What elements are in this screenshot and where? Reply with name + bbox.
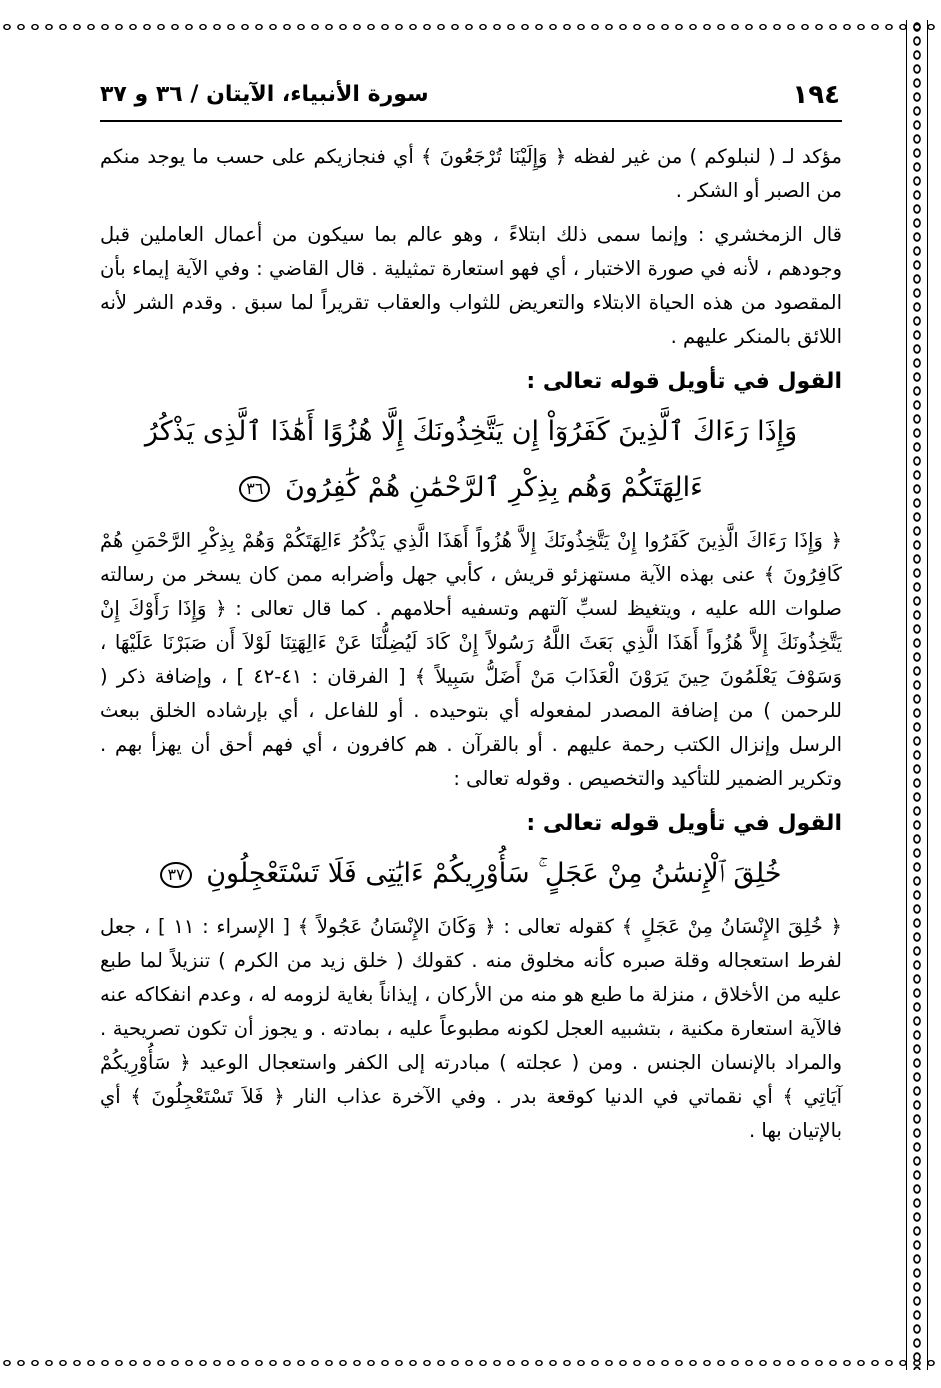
border-rule-inner	[906, 20, 907, 1370]
quran-verse-37	[100, 846, 842, 902]
page-body	[100, 140, 842, 1158]
running-title: سورة الأنبياء، الآيتان / ٣٦ و ٣٧	[100, 82, 429, 107]
decorative-border-bottom	[0, 1356, 941, 1370]
page-number: ١٩٤	[792, 80, 840, 110]
paragraph-2: قال الزمخشري : وإنما سمى ذلك ابتلاءً ، وهو عالم بما سيكون من أعمال العاملين قبل وجودهم ، لأنه في صورة الاختبار ، أي فهو استعارة تمثيلية . قال القاضي : وفي الآية إيماء بأن المقصود من هذه الحياة الابتلاء والتعريض للثواب والعقاب تقريراً لما سبق . وقدم الشر لأنه اللائق بالمنكر عليهم .	[100, 223, 842, 348]
header-rule	[100, 120, 842, 122]
paragraph-4: ﴿ خُلِقَ الإِنْسَانُ مِنْ عَجَلٍ ﴾ كقوله تعالى : ﴿ وَكَانَ الإِنْسَانُ عَجُولاً ﴾ [ الإسراء : ١١ ] ، جعل لفرط استعجاله وقلة صبره كأنه مخلوق منه . كقولك ( خلق زيد من الكرم ) تنزيلاً لما طبع عليه من الأخلاق ، منزلة ما طبع هو منه من الأركان ، إيذاناً بغاية لزومه له ، وعدم انفكاكه عنه فالآية استعارة مكنية ، بتشبيه العجل لكونه مطبوعاً عليه ، بمادته . و يجوز أن تكون تصريحية . والمراد بالإنسان الجنس . ومن ( عجلته ) مبادرته إلى الكفر واستعجال الوعيد ﴿ سَأُوْرِيكُمْ آيَاتِي ﴾ أي نقماتي في الدنيا كوقعة بدر . وفي الآخرة عذاب النار ﴿ فَلاَ تَسْتَعْجِلُونَ ﴾ أي بالإتيان بها .	[100, 915, 842, 1142]
verse-number-36: ٣٦	[239, 476, 270, 502]
decorative-border-top	[0, 20, 941, 34]
paragraph-1: مؤكد لـ ( لنبلوكم ) من غير لفظه ﴿ وَإِلَيْنَا تُرْجَعُونَ ﴾ أي فنجازيكم على حسب ما يوجد منكم من الصبر أو الشكر .	[100, 145, 842, 202]
section-heading-1: القول في تأويل قوله تعالى :	[526, 369, 842, 394]
verse-number-37: ٣٧	[160, 862, 191, 888]
verse-text-36: وَإِذَا رَءَاكَ ٱلَّذِينَ كَفَرُوٓاْ إِن يَتَّخِذُونَكَ إِلَّا هُزُوًا أَهَٰذَا ٱلَّذِى يَذْكُرُ ءَالِهَتَكُمْ وَهُم بِذِكْرِ ٱلرَّحْمَٰنِ هُمْ كَٰفِرُونَ	[144, 416, 798, 503]
page-header	[100, 78, 840, 118]
verse-text-37: خُلِقَ ٱلْإِنسَٰنُ مِنْ عَجَلٍ ۚ سَأُوْرِيكُمْ ءَايَٰتِى فَلَا تَسْتَعْجِلُونِ	[206, 858, 782, 889]
paragraph-3: ﴿ وَإِذَا رَءَاكَ الَّذِينَ كَفَرُوا إِنْ يَتَّخِذُونَكَ إِلاَّ هُزُواً أَهَذَا الَّذِي يَذْكُرُ ءَالِهَتَكُمْ وَهُمْ بِذِكْرِ الرَّحْمَنِ هُمْ كَافِرُونَ ﴾ عنى بهذه الآية مستهزئو قريش ، كأبي جهل وأضرابه ممن كان يسخر من رسالته صلوات الله عليه ، ويتغيظ لسبِّ آلتهم وتسفيه أحلامهم . كما قال تعالى : ﴿ وَإِذَا رَأَوْكَ إِنْ يَتَّخِذُونَكَ إِلاَّ هُزُواً أَهَذَا الَّذِي بَعَثَ اللَّهُ رَسُولاً إِنْ كَادَ لَيُضِلُّنَا عَنْ ءَالِهَتِنَا لَوْلاَ أَن صَبَرْنَا عَلَيْهَا ، وَسَوْفَ يَعْلَمُونَ حِينَ يَرَوْنَ الْعَذَابَ مَنْ أَضَلُّ سَبِيلاً ﴾ [ الفرقان : ٤١-٤٢ ] ، وإضافة ذكر ( للرحمن ) من إضافة المصدر لمفعوله أي بتوحيده . أو للفاعل ، أي بإرشاده الخلق ببعث الرسل وإنزال الكتب رحمة عليهم . أو بالقرآن . هم كافرون ، أي فهم أحق أن يهزأ بهم . وتكرير الضمير للتأكيد والتخصيص . وقوله تعالى :	[100, 529, 842, 790]
section-heading-2: القول في تأويل قوله تعالى :	[526, 811, 842, 836]
border-rule-outer	[927, 20, 928, 1370]
quran-verse-36	[100, 404, 842, 516]
decorative-border-right	[910, 20, 924, 1370]
